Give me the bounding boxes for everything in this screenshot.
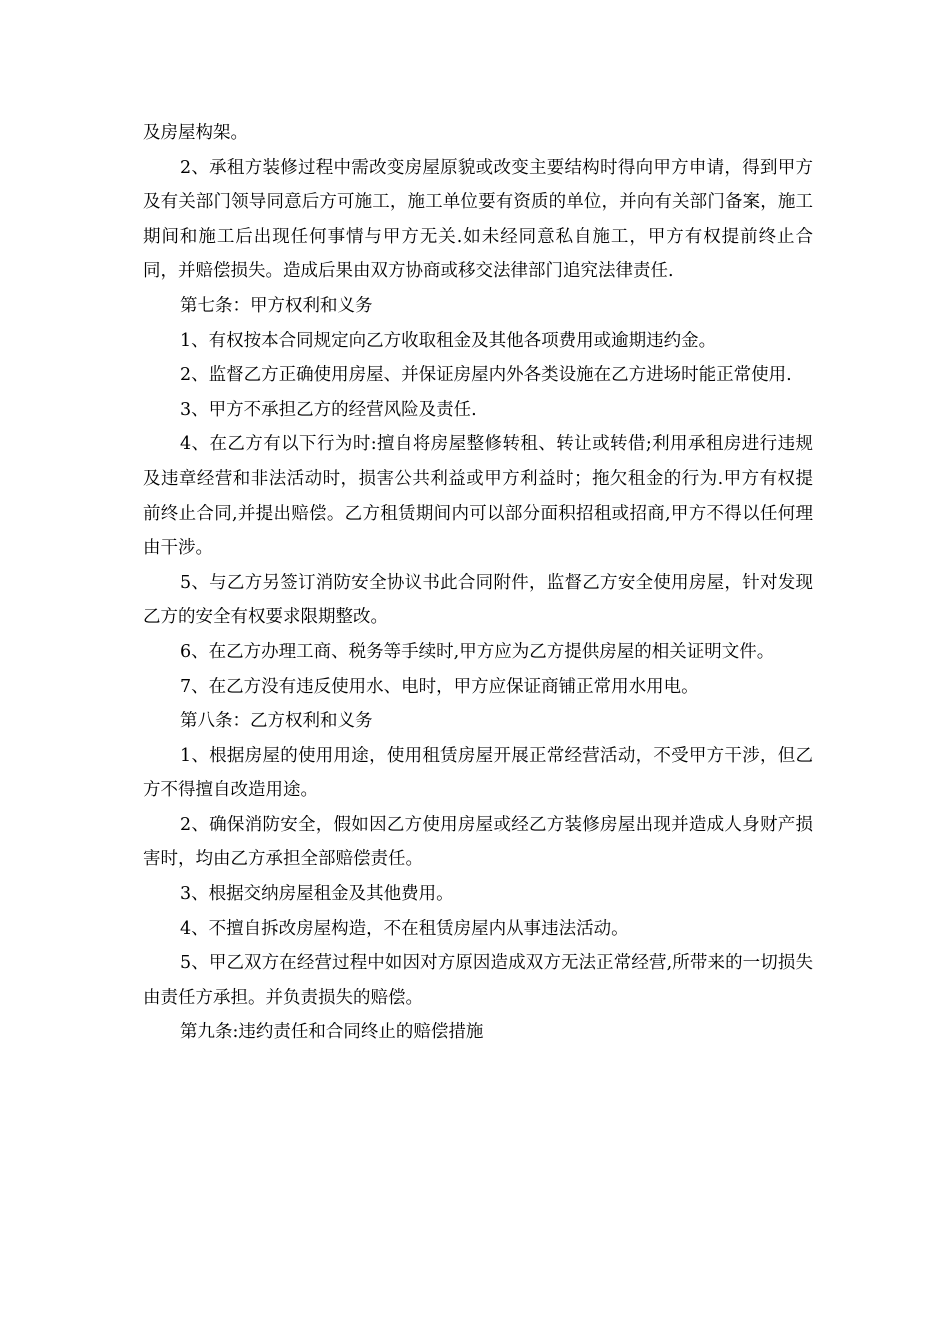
- paragraph-clause-8-1: 1、根据房屋的使用用途，使用租赁房屋开展正常经营活动，不受甲方干涉，但乙方不得擅自改造用途。: [143, 745, 813, 801]
- paragraph-clause-8-3: 3、根据交纳房屋租金及其他费用。: [180, 884, 454, 905]
- paragraph-clause-7-7: 7、在乙方没有违反使用水、电时，甲方应保证商铺正常用水用电。: [180, 676, 699, 697]
- document-page: [143, 116, 813, 1050]
- paragraph-clause-8-2: 2、确保消防安全，假如因乙方使用房屋或经乙方装修房屋出现并造成人身财产损害时，均由乙方承担全部赔偿责任。: [143, 814, 813, 870]
- paragraph-clause-8-4: 4、不擅自拆改房屋构造，不在租赁房屋内从事违法活动。: [180, 918, 629, 939]
- heading-article-9: 第九条:违约责任和合同终止的赔偿措施: [180, 1022, 484, 1043]
- paragraph-clause-7-6: 6、在乙方办理工商、税务等手续时,甲方应为乙方提供房屋的相关证明文件。: [180, 641, 775, 662]
- paragraph-clause-7-3: 3、甲方不承担乙方的经营风险及责任.: [180, 399, 477, 420]
- heading-article-7: 第七条：甲方权利和义务: [180, 295, 373, 316]
- paragraph-clause-7-4: 4、在乙方有以下行为时:擅自将房屋整修转租、转让或转借;利用承租房进行违规及违章经营和非法活动时，损害公共利益或甲方利益时；拖欠租金的行为.甲方有权提前终止合同,并提出赔偿。乙方租赁期间内可以部分面积招租或招商,甲方不得以任何理由干涉。: [143, 434, 813, 559]
- paragraph-clause-7-5: 5、与乙方另签订消防安全协议书此合同附件，监督乙方安全使用房屋，针对发现乙方的安全有权要求限期整改。: [143, 572, 813, 628]
- paragraph-continuation: 及房屋构架。: [143, 123, 248, 143]
- paragraph-clause-8-5: 5、甲乙双方在经营过程中如因对方原因造成双方无法正常经营,所带来的一切损失由责任方承担。并负责损失的赔偿。: [143, 953, 813, 1008]
- paragraph-clause-7-2: 2、监督乙方正确使用房屋、并保证房屋内外各类设施在乙方进场时能正常使用.: [180, 365, 792, 386]
- paragraph-clause-7-1: 1、有权按本合同规定向乙方收取租金及其他各项费用或逾期违约金。: [180, 330, 717, 351]
- heading-article-8: 第八条：乙方权利和义务: [180, 711, 373, 732]
- paragraph-clause-6-2: 2、承租方装修过程中需改变房屋原貌或改变主要结构时得向甲方申请，得到甲方及有关部门领导同意后方可施工，施工单位要有资质的单位，并向有关部门备案，施工期间和施工后出现任何事情与甲方无关.如未经同意私自施工，甲方有权提前终止合同，并赔偿损失。造成后果由双方协商或移交法律部门追究法律责任.: [143, 157, 813, 282]
